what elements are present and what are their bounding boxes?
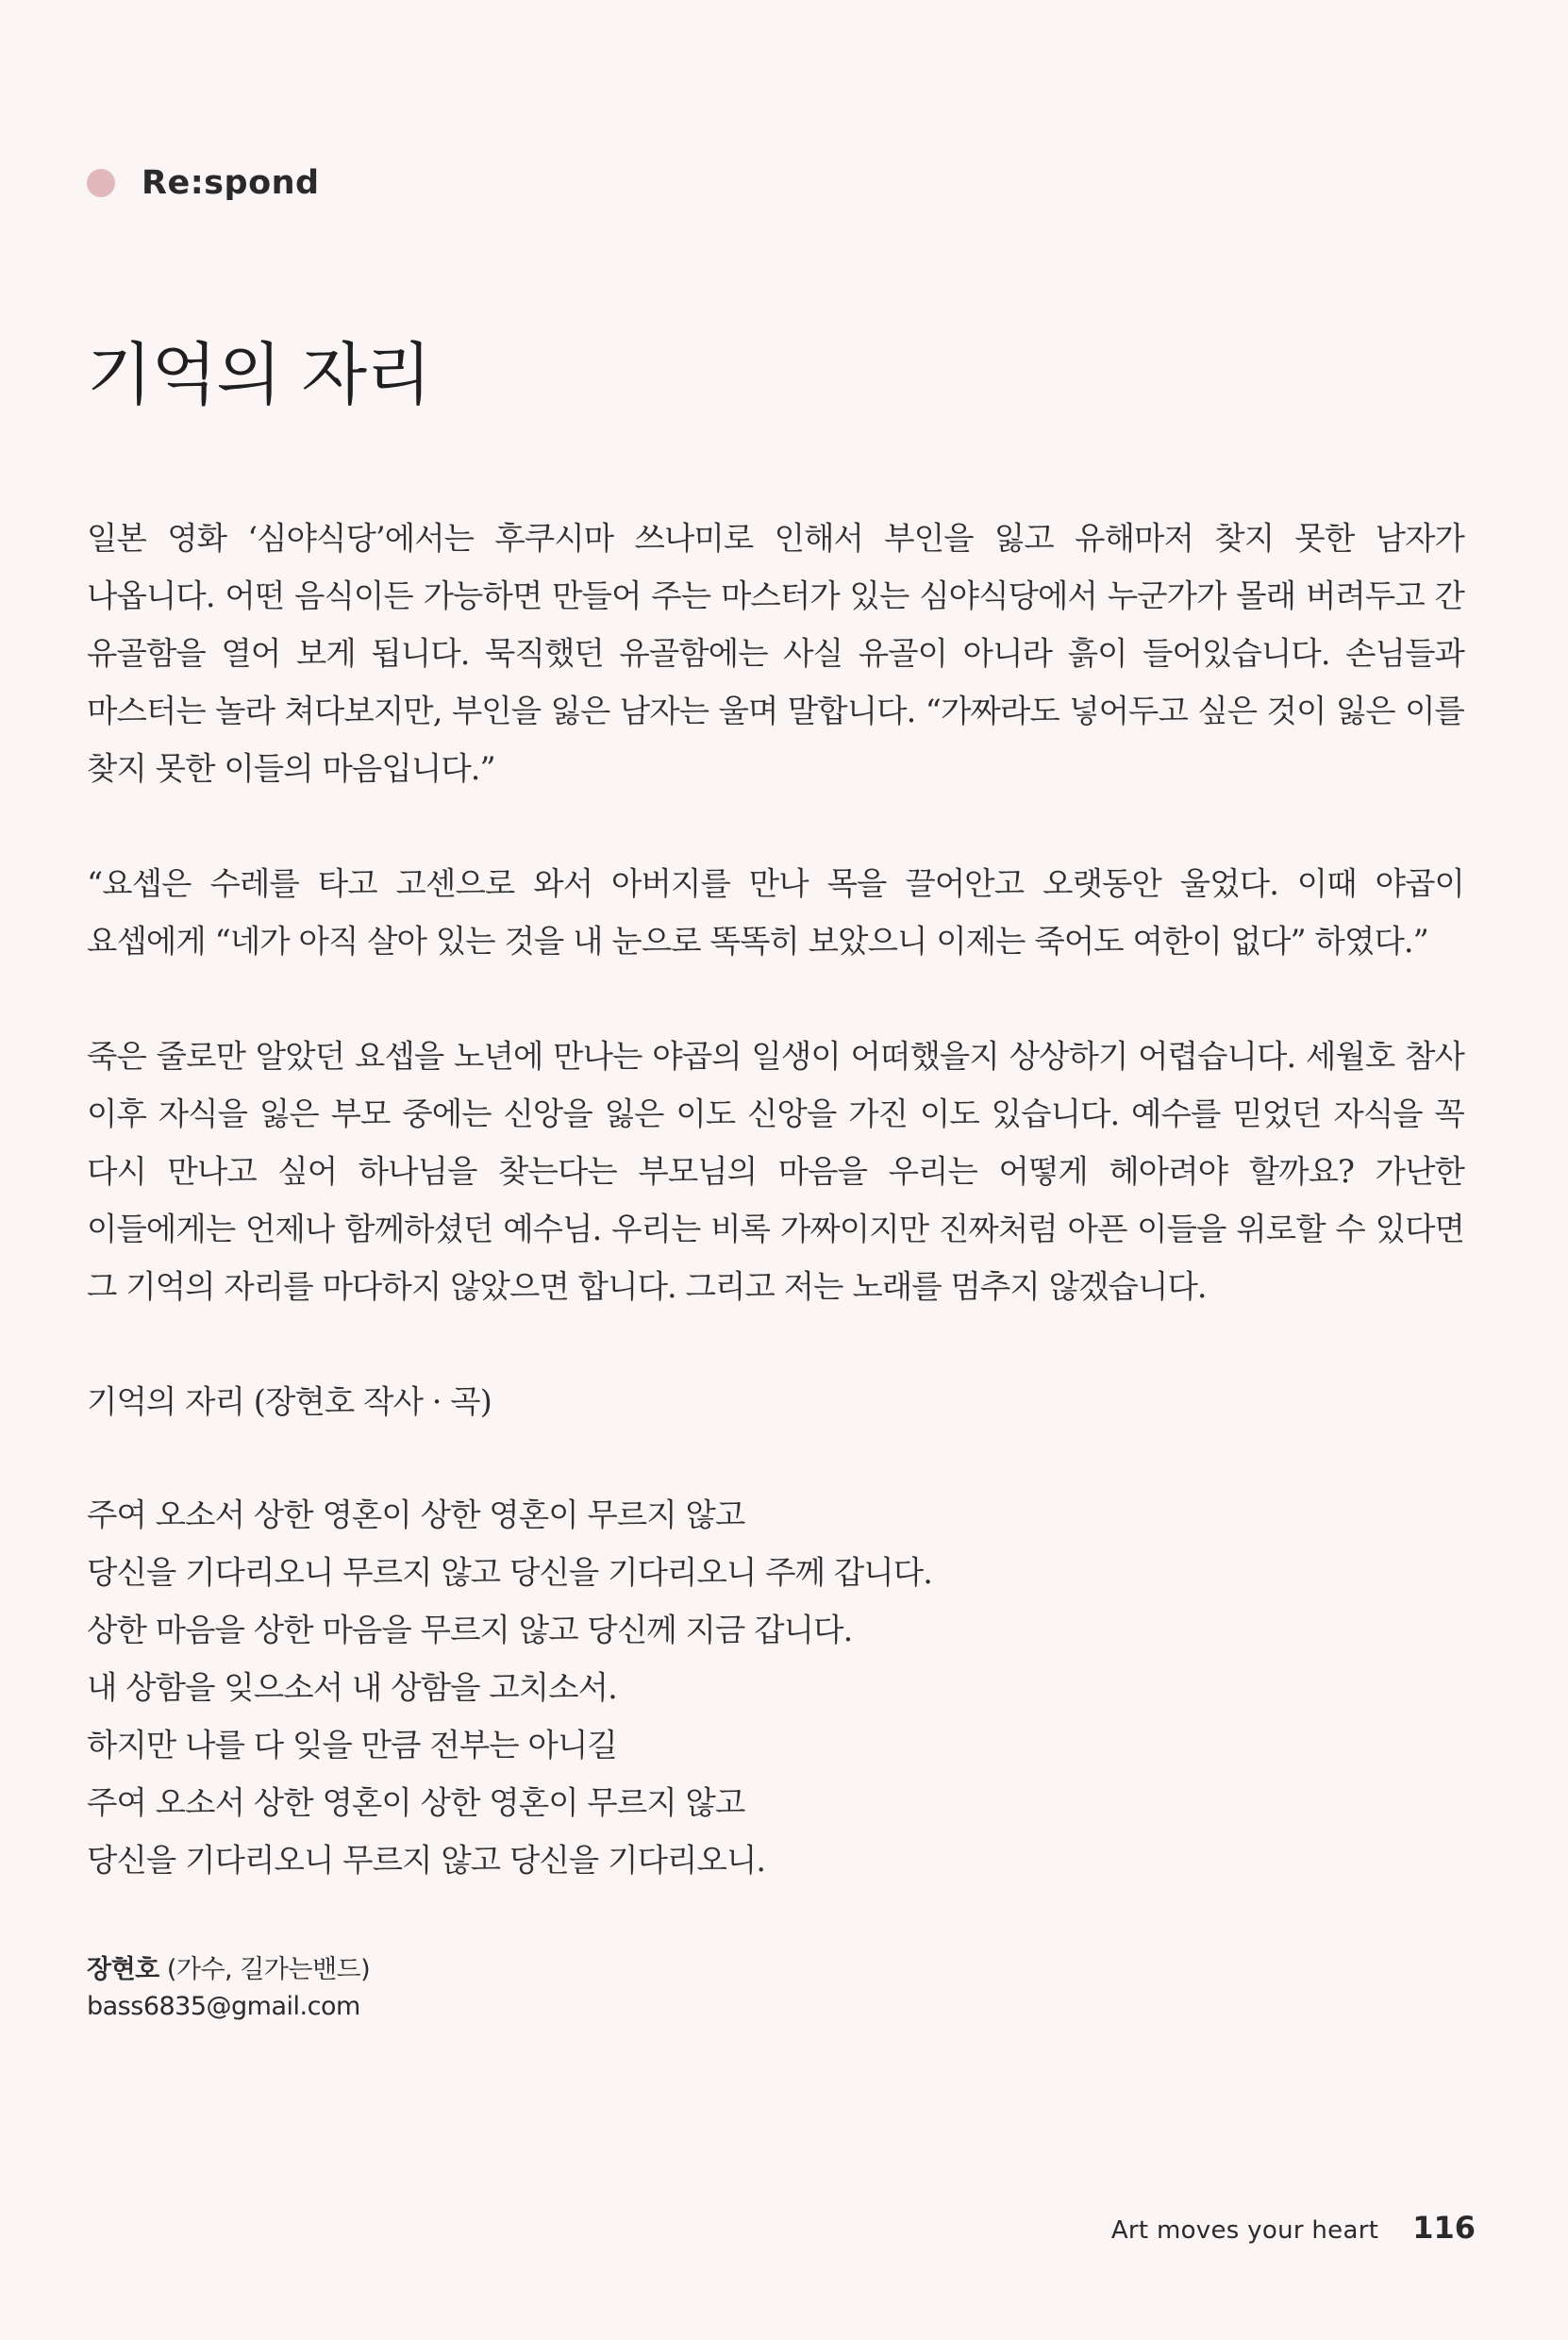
lyrics: [87, 1486, 1464, 1889]
author-info: [87, 1951, 370, 2025]
paragraph-1: 일본 영화 ‘심야식당’에서는 후쿠시마 쓰나미로 인해서 부인을 잃고 유해마저 찾지 못한 남자가 나옵니다. 어떤 음식이든 가능하면 만들어 주는 마스터가 있는 심야식당에서 누군가가 몰래 버려두고 간 유골함을 열어 보게 됩니다. 묵직했던 유골함에는 사실 유골이 아니라 흙이 들어있습니다. 손님들과 마스터는 놀라 쳐다보지만, 부인을 잃은 남자는 울며 말합니다. “가짜라도 넣어두고 싶은 것이 잃은 이를 찾지 못한 이들의 마음입니다.”: [87, 520, 1465, 787]
page-footer: [1111, 2210, 1476, 2246]
lyric-line: 하지만 나를 다 잊을 만큼 전부는 아니길: [87, 1727, 617, 1763]
footer-tagline: Art moves your heart: [1110, 2216, 1379, 2245]
author-email: bass6835@gmail.com: [87, 1992, 360, 2021]
article-title: 기억의 자리: [87, 335, 431, 414]
section-label-text: Re:spond: [142, 164, 320, 202]
article-body: [87, 510, 1464, 1889]
lyric-line: 당신을 기다리오니 무르지 않고 당신을 기다리오니.: [87, 1842, 766, 1879]
lyric-line: 상한 마음을 상한 마음을 무르지 않고 당신께 지금 갑니다.: [87, 1612, 853, 1648]
author-role: (가수, 길가는밴드): [166, 1955, 371, 1984]
paragraph-2: “요셉은 수레를 타고 고센으로 와서 아버지를 만나 목을 끌어안고 오랫동안 울었다. 이때 야곱이 요셉에게 “네가 아직 살아 있는 것을 내 눈으로 똑똑히 보았으니 이제는 죽어도 여한이 없다” 하였다.”: [87, 865, 1464, 960]
paragraph-3: 죽은 줄로만 알았던 요셉을 노년에 만나는 야곱의 일생이 어떠했을지 상상하기 어렵습니다. 세월호 참사 이후 자식을 잃은 부모 중에는 신앙을 잃은 이도 신앙을 가진 이도 있습니다. 예수를 믿었던 자식을 꼭 다시 만나고 싶어 하나님을 찾는다는 부모님의 마음을 우리는 어떻게 헤아려야 할까요? 가난한 이들에게는 언제나 함께하셨던 예수님. 우리는 비록 가짜이지만 진짜처럼 아픈 이들을 위로할 수 있다면 그 기억의 자리를 마다하지 않았으면 합니다. 그리고 저는 노래를 멈추지 않겠습니다.: [87, 1038, 1464, 1305]
circle-bullet-icon: [87, 169, 115, 197]
author-line: [87, 1951, 370, 1988]
section-label: [87, 162, 320, 204]
lyric-line: 당신을 기다리오니 무르지 않고 당신을 기다리오니 주께 갑니다.: [87, 1554, 932, 1591]
lyric-line: 주여 오소서 상한 영혼이 상한 영혼이 무르지 않고: [87, 1784, 745, 1821]
page-number: 116: [1412, 2210, 1476, 2246]
song-title: 기억의 자리 (장현호 작사 · 곡): [87, 1383, 492, 1420]
author-name: 장현호: [87, 1955, 159, 1984]
lyric-line: 내 상함을 잊으소서 내 상함을 고치소서.: [87, 1669, 617, 1706]
lyric-line: 주여 오소서 상한 영혼이 상한 영혼이 무르지 않고: [87, 1496, 745, 1533]
